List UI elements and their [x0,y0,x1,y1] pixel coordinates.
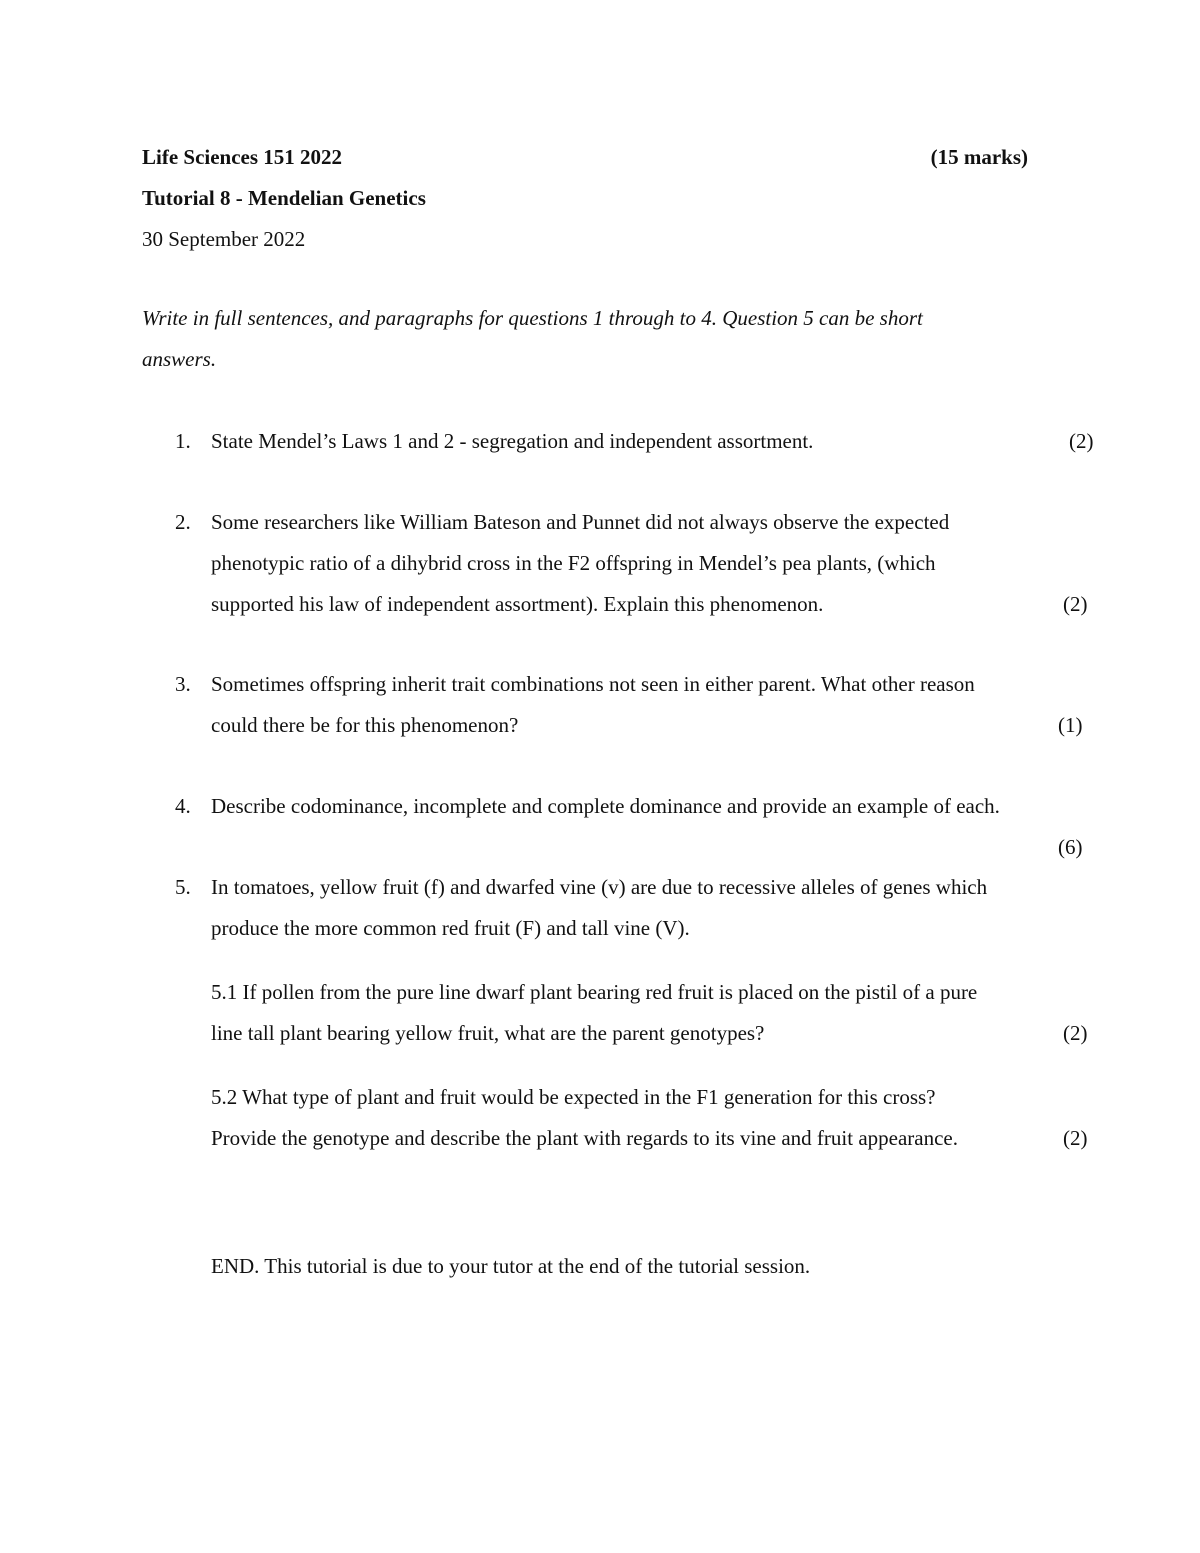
question-4-line-1: Describe codominance, incomplete and complete dominance and provide an example of each. [211,794,1000,818]
total-marks: (15 marks) [930,145,1028,169]
question-5-1-line-1: 5.1 If pollen from the pure line dwarf plant bearing red fruit is placed on the pistil of a pure [211,980,978,1004]
question-2-number: 2. [175,510,191,534]
question-5-1-line-2: line tall plant bearing yellow fruit, what are the parent genotypes? [211,1021,765,1045]
question-2-line-1: Some researchers like William Bateson and Punnet did not always observe the expected [211,510,950,534]
question-1-marks: (2) [1069,429,1094,453]
question-3-line-2: could there be for this phenomenon? [211,713,519,737]
tutorial-title: Tutorial 8 - Mendelian Genetics [142,186,426,210]
question-5-2-line-1: 5.2 What type of plant and fruit would be expected in the F1 generation for this cross? [211,1085,936,1109]
question-1-number: 1. [175,429,191,453]
question-5-2-line-2: Provide the genotype and describe the plant with regards to its vine and fruit appearance. [211,1126,958,1150]
question-5-line-2: produce the more common red fruit (F) and tall vine (V). [211,916,690,940]
question-2-line-2: phenotypic ratio of a dihybrid cross in the F2 offspring in Mendel’s pea plants, (which [211,551,936,575]
instructions [142,298,1042,380]
question-3-line-1: Sometimes offspring inherit trait combinations not seen in either parent. What other reason [211,672,975,696]
header-course-row [142,145,1028,170]
question-5-2-marks: (2) [1063,1126,1088,1150]
question-4-marks: (6) [1058,835,1083,859]
tutorial-date: 30 September 2022 [142,227,306,251]
question-5-line-1: In tomatoes, yellow fruit (f) and dwarfed vine (v) are due to recessive alleles of genes which [211,875,988,899]
instructions-line-1: Write in full sentences, and paragraphs for questions 1 through to 4. Question 5 can be short [142,306,923,330]
question-5-1-marks: (2) [1063,1021,1088,1045]
instructions-line-2: answers. [142,347,217,371]
question-3-marks: (1) [1058,713,1083,737]
question-5-number: 5. [175,875,191,899]
question-4-number: 4. [175,794,191,818]
question-3-number: 3. [175,672,191,696]
question-1-line-1: State Mendel’s Laws 1 and 2 - segregation and independent assortment. [211,429,814,453]
course-title: Life Sciences 151 2022 [142,145,343,169]
question-2-marks: (2) [1063,592,1088,616]
end-note: END. This tutorial is due to your tutor at the end of the tutorial session. [211,1254,811,1278]
question-2-line-3: supported his law of independent assortment). Explain this phenomenon. [211,592,824,616]
